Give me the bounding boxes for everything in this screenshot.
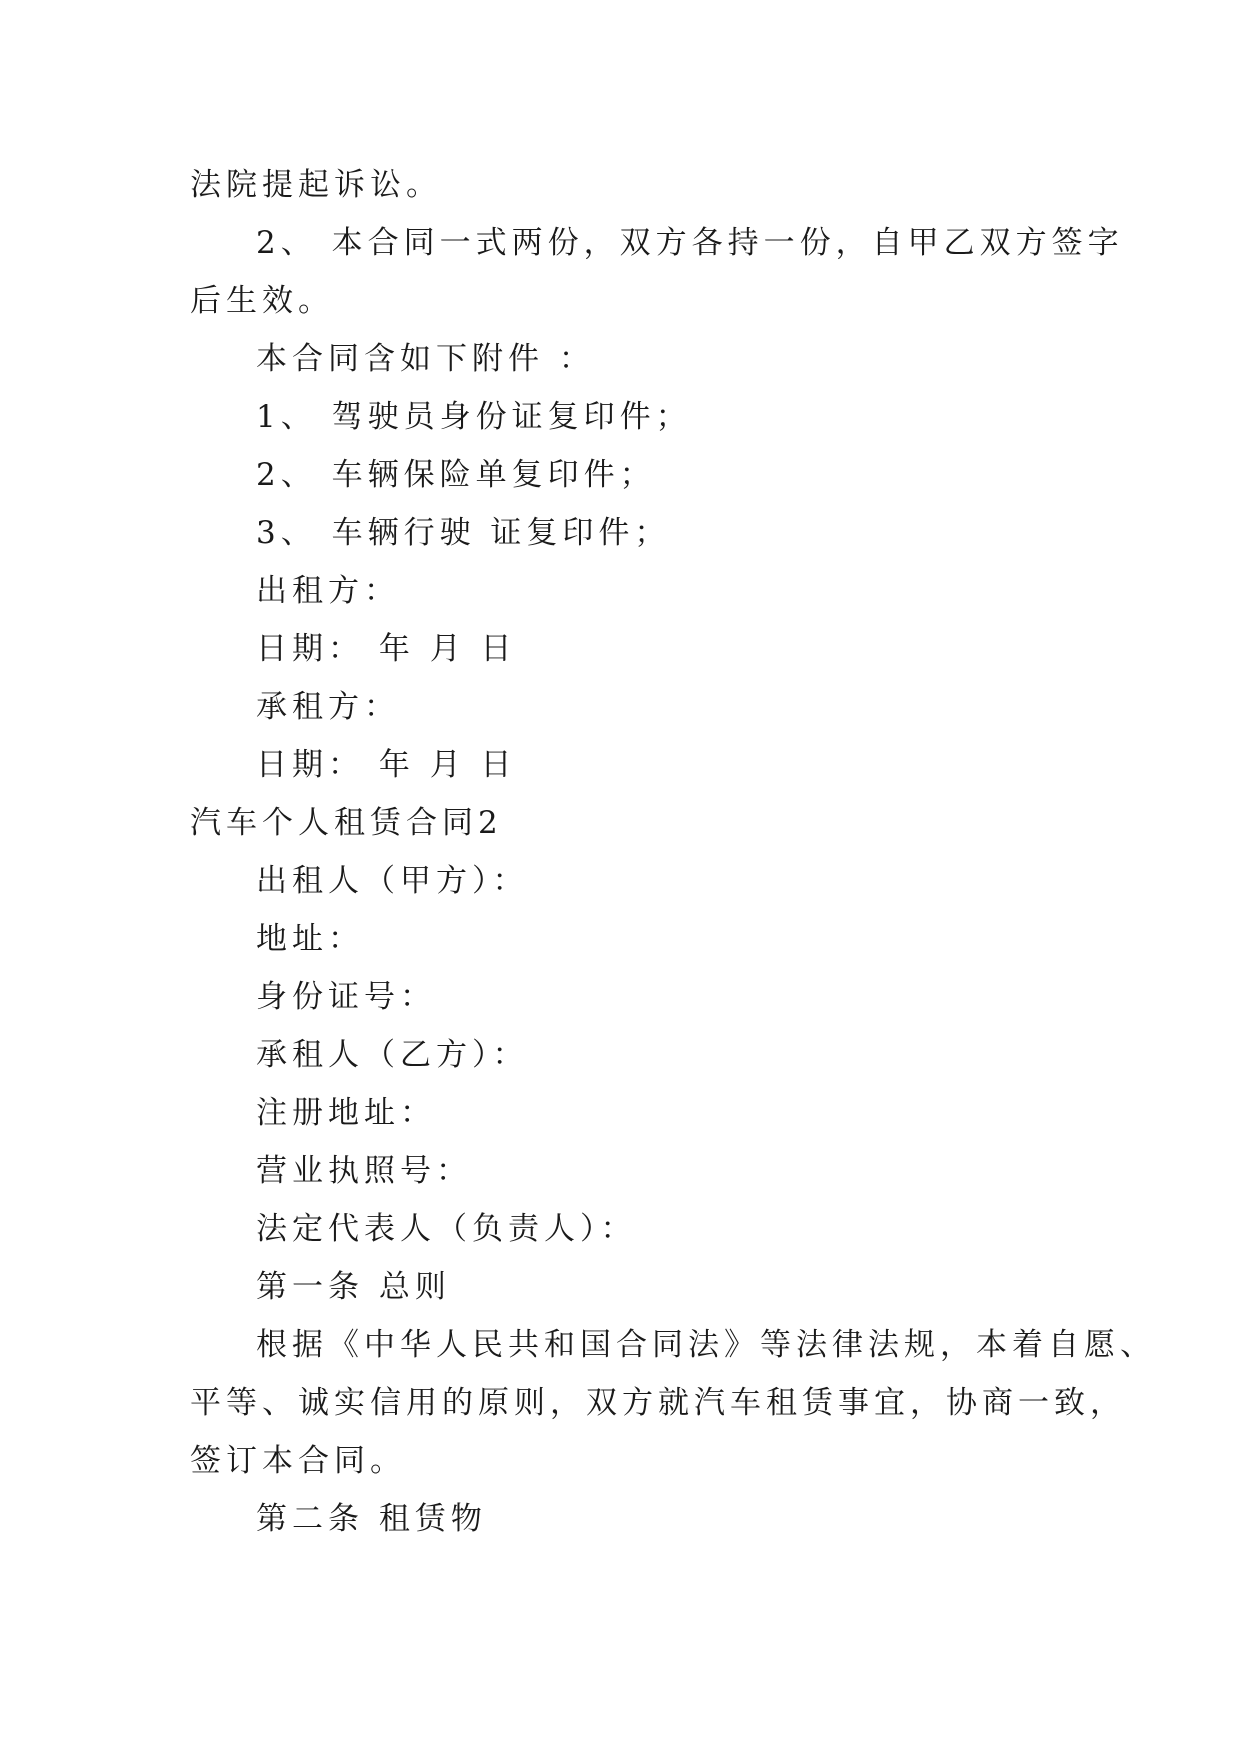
field-label: 法定代表人（负责人）： [256, 1211, 637, 1247]
date-line: 日期： 年 月 日 [256, 631, 517, 667]
article-heading: 第二条 租赁物 [256, 1501, 487, 1537]
signature-label: 承租方： [256, 689, 400, 725]
document-body [190, 156, 1156, 1548]
attachment-item: 1、 驾驶员身份证复印件； [256, 399, 692, 435]
article-heading: 第一条 总则 [256, 1269, 451, 1305]
field-label: 注册地址： [256, 1095, 436, 1131]
paragraph-line: 本合同含如下附件 ： [256, 341, 595, 377]
field-label: 出租人（甲方）： [256, 863, 529, 899]
attachment-item: 2、 车辆保险单复印件； [256, 457, 656, 493]
field-label: 承租人（乙方）： [256, 1037, 529, 1073]
paragraph-line: 根据《中华人民共和国合同法》等法律法规，本着自愿、 [256, 1327, 1156, 1363]
section-title: 汽车个人租赁合同2 [190, 805, 503, 841]
paragraph-line: 平等、诚实信用的原则，双方就汽车租赁事宜，协商一致， [190, 1385, 1126, 1421]
paragraph-line: 后生效。 [190, 283, 334, 319]
field-label: 身份证号： [256, 979, 436, 1015]
field-label: 地址： [256, 921, 364, 957]
field-label: 营业执照号： [256, 1153, 472, 1189]
signature-label: 出租方： [256, 573, 400, 609]
date-line: 日期： 年 月 日 [256, 747, 517, 783]
paragraph-line: 2、 本合同一式两份，双方各持一份，自甲乙双方签字 [256, 225, 1124, 261]
attachment-item: 3、 车辆行驶 证复印件； [256, 515, 671, 551]
paragraph-line: 签订本合同。 [190, 1443, 406, 1479]
paragraph-line: 法院提起诉讼。 [190, 167, 442, 203]
